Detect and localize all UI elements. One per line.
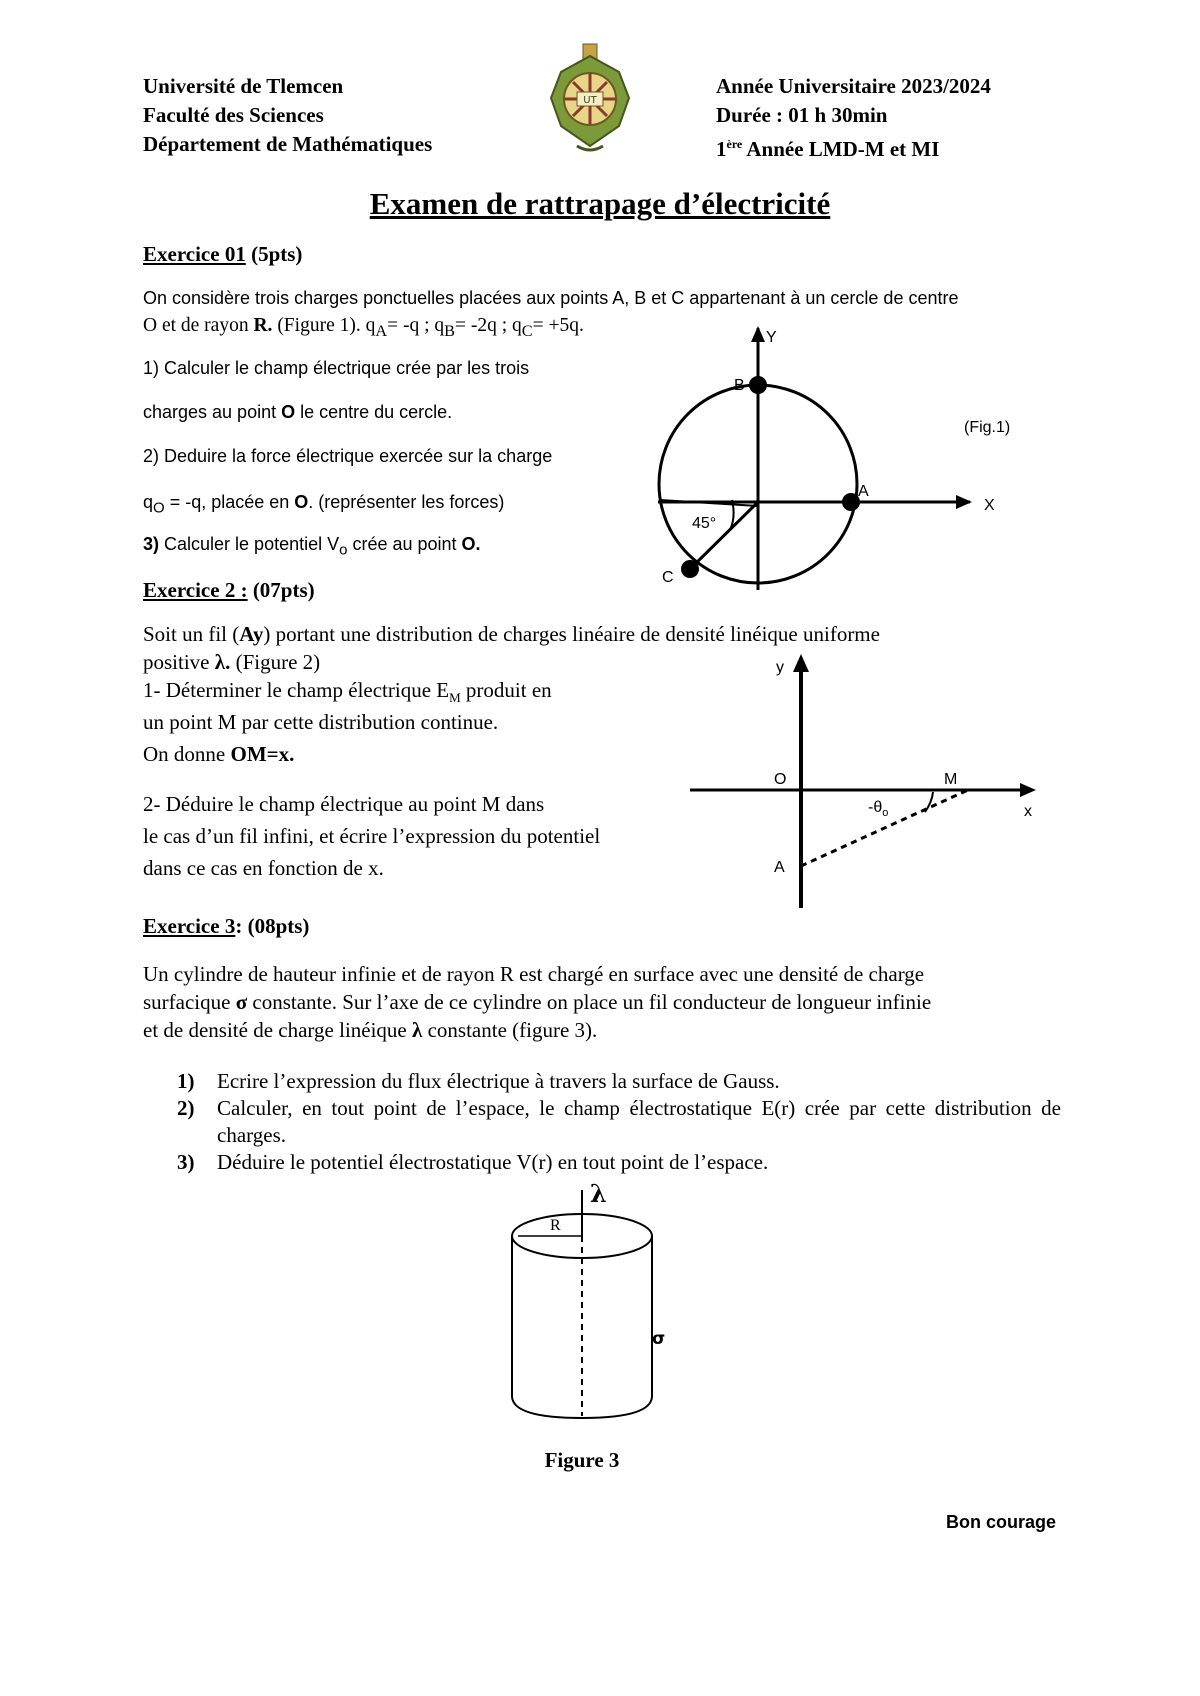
ex1-question-2-cont: $q_O = -q$, placée en O. (représenter les forces) bbox=[143, 492, 505, 517]
ex3-question-list bbox=[143, 1068, 1061, 1176]
ex1-question-1: 1) Calculer le champ électrique crée par les trois bbox=[143, 358, 530, 378]
fig1-charge-b bbox=[749, 376, 767, 394]
fig3-label-lambda: λ bbox=[590, 1179, 607, 1208]
logo-text: UT bbox=[583, 95, 597, 106]
fig1-y-arrow bbox=[751, 326, 765, 342]
ex1-intro-line2: O et de rayon R. (Figure 1). $q_A= -q$ ; $q_B= -2q$ ; $q_C= +5q$. bbox=[143, 315, 584, 340]
fig1-caption: (Fig.1) bbox=[964, 419, 1011, 436]
fig2-am-dashed bbox=[801, 790, 968, 866]
ex2-line2: positive λ. (Figure 2) bbox=[143, 650, 321, 674]
ex3-question-2: 2) Calculer, en tout point de l’espace, le champ électrostatique E(r) crée par cette distribution de charges. bbox=[177, 1096, 1061, 1147]
ex1-question-1-cont: charges au point O le centre du cercle. bbox=[143, 402, 453, 422]
fig2-label-x: x bbox=[1024, 803, 1032, 820]
ex1-question-2: 2) Deduire la force électrique exercée sur la charge bbox=[143, 446, 553, 466]
ex2-question-1: 1- Déterminer le champ électrique $E_M$ produit en bbox=[143, 678, 552, 706]
ex3-question-1: 1) Ecrire l’expression du flux électrique à travers la surface de Gauss. bbox=[177, 1069, 780, 1093]
ex3-para-line2: surfacique σ constante. Sur l’axe de ce cylindre on place un fil conducteur de longueur infinie bbox=[143, 990, 932, 1014]
fig2-label-a: A bbox=[774, 859, 785, 876]
fig2-label-theta: $-\theta_o$ bbox=[868, 799, 889, 819]
faculty-name: Faculté des Sciences bbox=[143, 103, 324, 127]
university-name: Université de Tlemcen bbox=[143, 74, 344, 98]
study-level: 1ère Année LMD-M et MI bbox=[716, 137, 940, 161]
fig1-charge-c bbox=[681, 560, 699, 578]
ex2-line7: le cas d’un fil infini, et écrire l’expression du potentiel bbox=[143, 824, 601, 848]
fig1-label-a: A bbox=[858, 483, 869, 500]
ex3-para-line1: Un cylindre de hauteur infinie et de rayon R est chargé en surface avec une densité de charge bbox=[143, 962, 925, 986]
figure-3-caption: Figure 3 bbox=[544, 1448, 620, 1472]
fig1-label-c: C bbox=[662, 569, 674, 586]
ex2-line4: un point M par cette distribution continue. bbox=[143, 710, 499, 734]
fig2-label-o: O bbox=[774, 771, 787, 788]
fig2-x-arrow bbox=[1020, 783, 1036, 797]
footer-bon-courage: Bon courage bbox=[946, 1512, 1057, 1532]
fig3-label-r: R bbox=[550, 1217, 561, 1234]
ex1-intro-line1: On considère trois charges ponctuelles placées aux points A, B et C appartenant à un cercle de centre bbox=[143, 288, 959, 308]
exercise-2-heading: Exercice 2 : (07pts) bbox=[143, 578, 315, 602]
header-right bbox=[716, 72, 991, 164]
exam-duration: Durée : 01 h 30min bbox=[716, 103, 888, 127]
fig2-angle-arc bbox=[925, 792, 933, 812]
ex2-question-2: 2- Déduire le champ électrique au point M dans bbox=[143, 792, 545, 816]
fig1-label-y: Y bbox=[766, 329, 777, 346]
exam-title: Examen de rattrapage d’électricité bbox=[369, 186, 831, 221]
exercise-1-heading: Exercice 01 (5pts) bbox=[143, 242, 303, 266]
ex3-question-3: 3) Déduire le potentiel électrostatique V(r) en tout point de l’espace. bbox=[177, 1150, 769, 1174]
ex1-question-3: 3) Calculer le potentiel $V_o$ crée au point O. bbox=[143, 534, 481, 559]
exercise-3-heading: Exercice 3: (08pts) bbox=[143, 914, 310, 938]
header-left bbox=[143, 72, 432, 159]
department-name: Département de Mathématiques bbox=[143, 132, 433, 156]
fig1-oc-segment bbox=[690, 502, 758, 569]
fig1-label-b: B bbox=[734, 377, 745, 394]
academic-year: Année Universitaire 2023/2024 bbox=[716, 74, 991, 98]
ex2-line8: dans ce cas en fonction de x. bbox=[143, 856, 384, 880]
fig1-x-arrow bbox=[956, 495, 972, 509]
ex3-para-line3: et de densité de charge linéique λ constante (figure 3). bbox=[143, 1018, 598, 1042]
fig2-y-arrow bbox=[793, 654, 809, 672]
figure-1 bbox=[640, 320, 1060, 610]
figure-3 bbox=[500, 1180, 700, 1440]
fig2-label-m: M bbox=[944, 771, 958, 788]
fig1-angle-label: 45° bbox=[692, 515, 717, 532]
ex2-given: On donne OM=x. bbox=[143, 742, 295, 766]
fig1-label-x: X bbox=[984, 497, 995, 514]
fig2-label-y: y bbox=[776, 659, 784, 676]
university-logo bbox=[543, 42, 637, 154]
fig3-label-sigma: σ bbox=[652, 1329, 666, 1349]
ex2-line1: Soit un fil (Ay) portant une distribution de charges linéaire de densité linéique uniforme bbox=[143, 622, 880, 646]
figure-2 bbox=[680, 650, 1060, 920]
